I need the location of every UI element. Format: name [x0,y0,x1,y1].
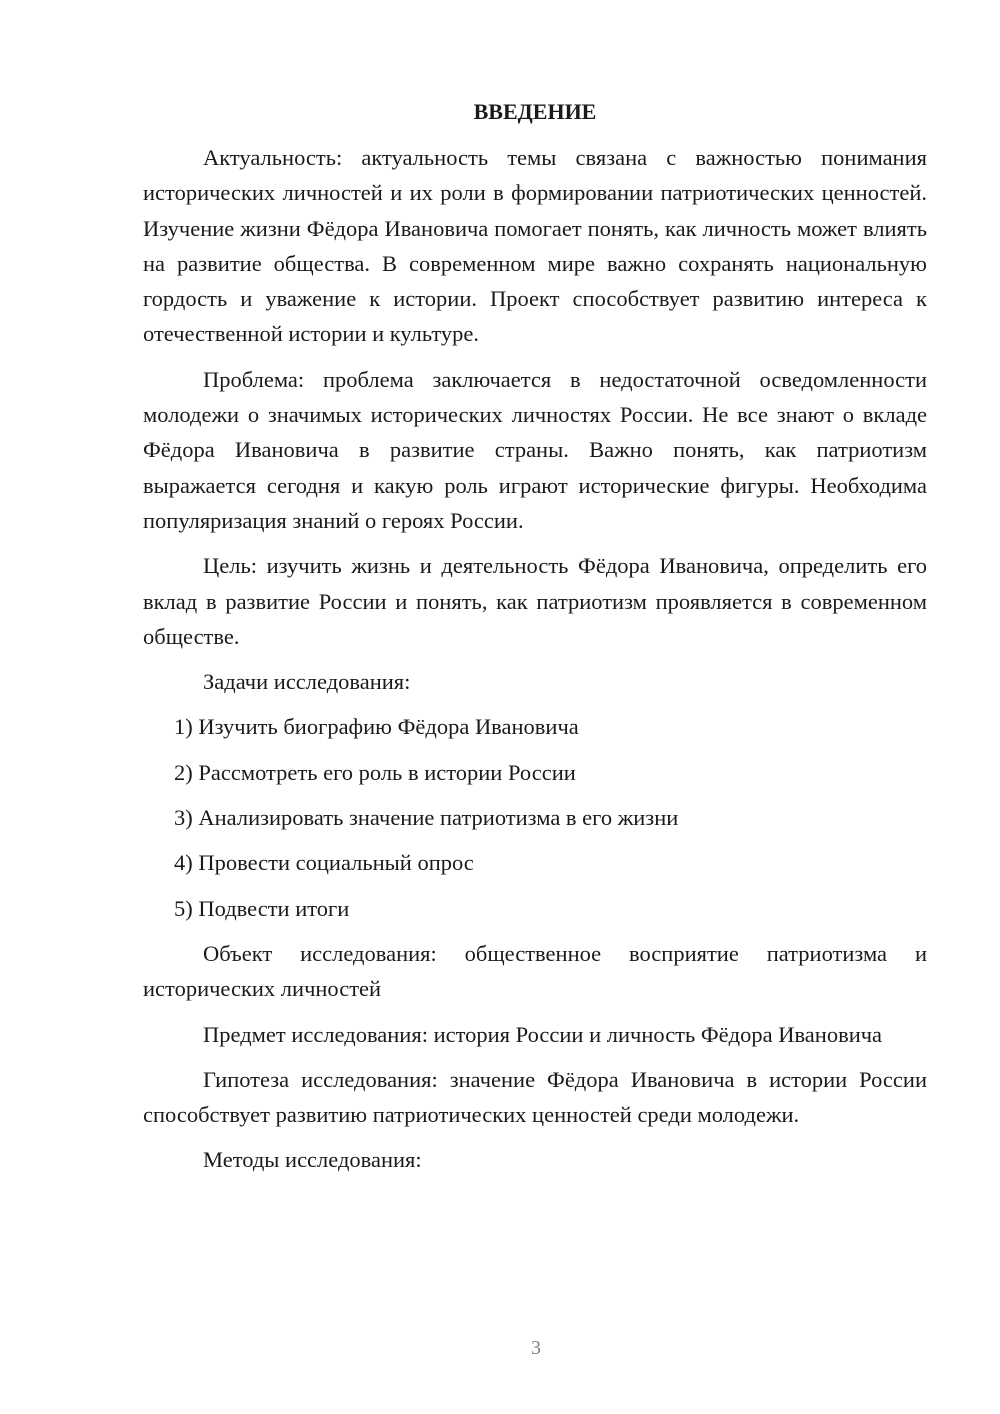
page-content [143,94,927,1188]
hypothesis-paragraph: Гипотеза исследования: значение Фёдора Ивановича в истории России способствует развитию патриотических ценностей среди молодежи. [143,1066,927,1128]
list-item: 4) Провести социальный опрос [174,850,474,876]
relevance-paragraph: Актуальность: актуальность темы связана с важностью понимания исторических личностей и их роли в формировании патриотических ценностей. Изучение жизни Фёдора Ивановича помогает понять, как личность может влиять на развитие общества. В современном мире важно сохранять национальную гордость и уважение к истории. Проект способствует развитию интереса к отечественной истории и культуре. [143,145,927,347]
page-number: 3 [531,1337,541,1359]
subject-paragraph: Предмет исследования: история России и личность Фёдора Ивановича [203,1021,883,1047]
object-paragraph: Объект исследования: общественное восприятие патриотизма и исторических личностей [143,940,927,1002]
list-item: 5) Подвести итоги [174,895,350,921]
tasks-heading: Задачи исследования: [203,669,411,695]
methods-heading: Методы исследования: [203,1147,422,1173]
section-title: ВВЕДЕНИЕ [473,99,597,124]
tasks-list [143,709,927,925]
list-item: 3) Анализировать значение патриотизма в его жизни [174,805,679,831]
problem-paragraph: Проблема: проблема заключается в недостаточной осведомленности молодежи о значимых исторических личностях России. Не все знают о вкладе Фёдора Ивановича в развитие страны. Важно понять, как патриотизм выражается сегодня и какую роль играют исторические фигуры. Необходима популяризация знаний о героях России. [143,366,927,533]
goal-paragraph: Цель: изучить жизнь и деятельность Фёдора Ивановича, определить его вклад в развитие России и понять, как патриотизм проявляется в современном обществе. [143,553,927,649]
list-item: 2) Рассмотреть его роль в истории России [174,759,576,785]
list-item: 1) Изучить биографию Фёдора Ивановича [174,714,579,740]
